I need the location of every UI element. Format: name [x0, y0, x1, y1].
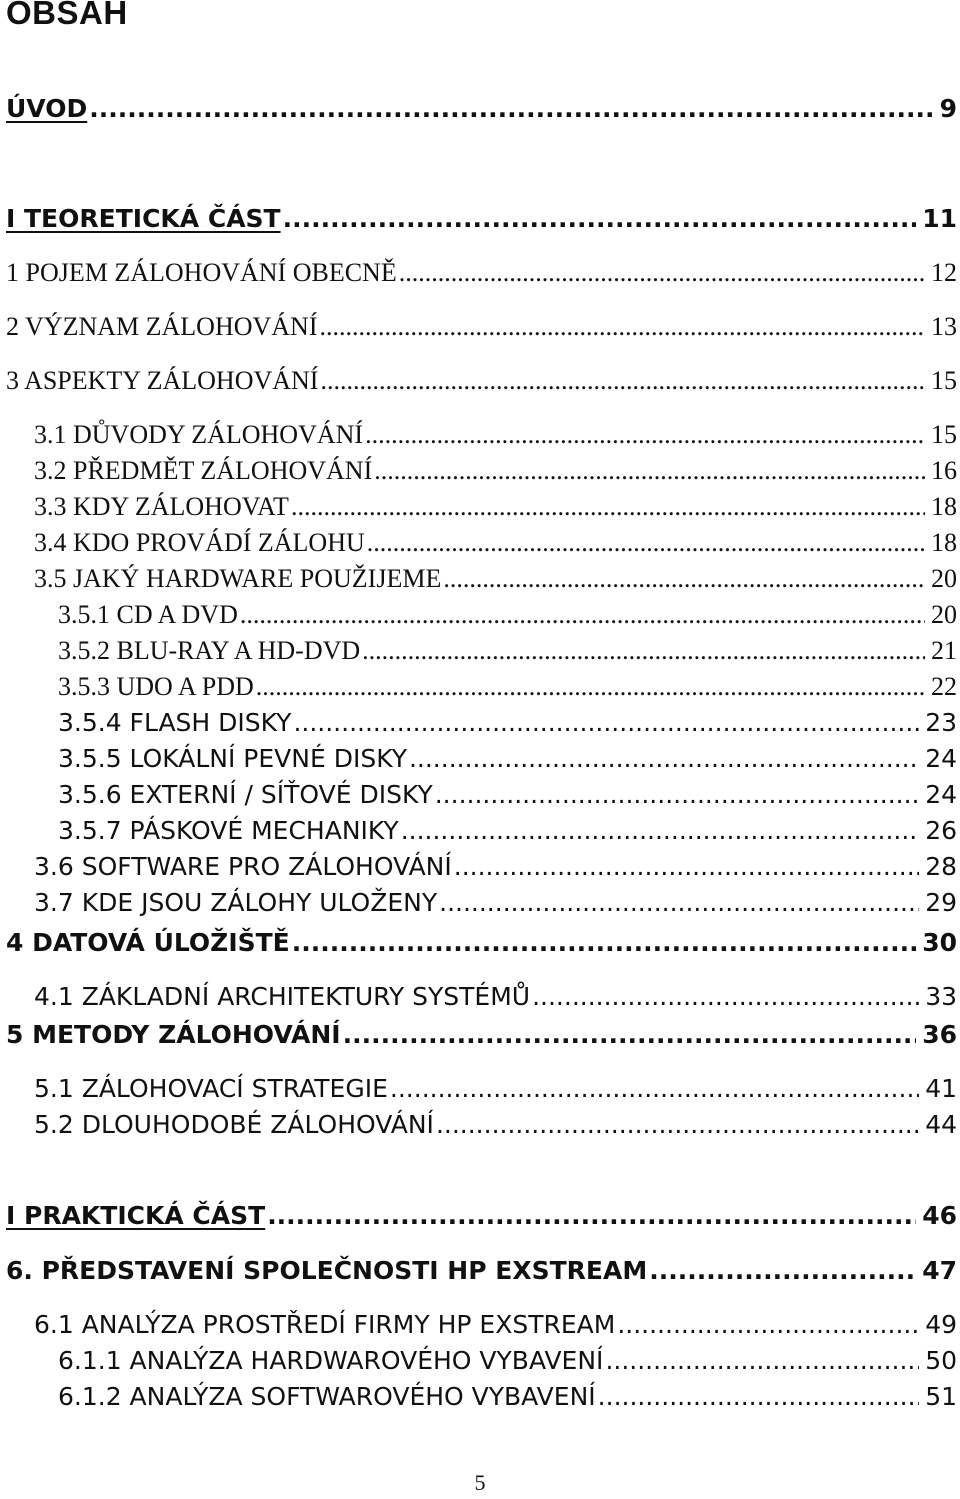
toc-leader-dots	[362, 634, 925, 668]
toc-entry-page: 15	[931, 420, 957, 449]
toc-entry-title: 3.5.2 BLU-RAY A HD-DVD	[58, 636, 361, 665]
toc-entry[interactable]	[34, 526, 957, 560]
toc-entry[interactable]	[34, 1108, 957, 1142]
toc-entry-title: ÚVOD	[6, 94, 88, 123]
toc-entry[interactable]	[58, 778, 957, 812]
toc-entry-page: 20	[931, 564, 957, 593]
toc-leader-dots	[320, 364, 925, 398]
toc-entry[interactable]	[58, 634, 957, 668]
toc-entry-page: 13	[931, 312, 957, 341]
toc-entry-page: 16	[931, 456, 957, 485]
toc-entry[interactable]	[58, 742, 957, 776]
toc-entry[interactable]	[58, 598, 957, 632]
toc-entry[interactable]	[58, 670, 957, 704]
toc-entry[interactable]	[34, 1308, 957, 1342]
toc-entry-page: 15	[931, 366, 957, 395]
toc-entry-title: 3.5.7 PÁSKOVÉ MECHANIKY	[58, 816, 399, 845]
toc-leader-dots	[343, 1018, 917, 1052]
toc-entry[interactable]	[6, 1018, 957, 1052]
toc-entry[interactable]	[34, 1072, 957, 1106]
toc-entry-page: 22	[931, 672, 957, 701]
toc-entry-title: 3.5.1 CD A DVD	[58, 600, 238, 629]
toc-entry[interactable]	[34, 980, 957, 1014]
toc-leader-dots	[454, 850, 919, 884]
toc-leader-dots	[292, 926, 916, 960]
toc-entry-page: 50	[925, 1346, 957, 1375]
toc-entry-title: 3.1 DŮVODY ZÁLOHOVÁNÍ	[34, 420, 364, 449]
toc-leader-dots	[617, 1308, 919, 1342]
toc-entry-title: 1 POJEM ZÁLOHOVÁNÍ OBECNĚ	[6, 258, 397, 287]
toc-entry-title: I PRAKTICKÁ ČÁST	[6, 1201, 266, 1230]
toc-leader-dots	[89, 92, 933, 126]
toc-entry[interactable]	[6, 364, 957, 398]
toc-entry-page: 28	[925, 852, 957, 881]
toc-leader-dots	[374, 454, 925, 488]
toc-leader-dots	[256, 670, 925, 704]
toc-entry-page: 20	[931, 600, 957, 629]
toc-entry-title: 4.1 ZÁKLADNÍ ARCHITEKTURY SYSTÉMŮ	[34, 982, 531, 1011]
toc-leader-dots	[439, 886, 919, 920]
toc-entry-page: 9	[939, 94, 957, 123]
toc-entry[interactable]	[34, 562, 957, 596]
toc-entry-title: 3.5 JAKÝ HARDWARE POUŽIJEME	[34, 564, 442, 593]
toc-entry-page: 21	[931, 636, 957, 665]
toc-entry[interactable]	[6, 202, 957, 236]
toc-entry[interactable]	[6, 310, 957, 344]
toc-entry-page: 49	[925, 1310, 957, 1339]
toc-leader-dots	[409, 742, 919, 776]
toc-entry[interactable]	[6, 1254, 957, 1288]
toc-entry-title: 3.7 KDE JSOU ZÁLOHY ULOŽENY	[34, 888, 438, 917]
toc-entry-title: 6.1.1 ANALÝZA HARDWAROVÉHO VYBAVENÍ	[58, 1346, 604, 1375]
toc-entry-title: 6.1 ANALÝZA PROSTŘEDÍ FIRMY HP EXSTREAM	[34, 1310, 616, 1339]
toc-entry[interactable]	[6, 92, 957, 126]
toc-entry-page: 12	[931, 258, 957, 287]
toc-entry-title: 3.5.5 LOKÁLNÍ PEVNÉ DISKY	[58, 744, 407, 773]
toc-entry-page: 18	[931, 492, 957, 521]
toc-entry[interactable]	[34, 490, 957, 524]
toc-entry-page: 47	[922, 1256, 957, 1285]
toc-entry-title: 4 DATOVÁ ÚLOŽIŠTĚ	[6, 928, 290, 957]
toc-entry-page: 41	[925, 1074, 957, 1103]
toc-leader-dots	[399, 256, 925, 290]
toc-entry-title: 3.4 KDO PROVÁDÍ ZÁLOHU	[34, 528, 365, 557]
toc-leader-dots	[605, 1344, 919, 1378]
toc-entry-title: 5.1 ZÁLOHOVACÍ STRATEGIE	[34, 1074, 388, 1103]
toc-entry[interactable]	[6, 1199, 957, 1233]
toc-leader-dots	[283, 202, 917, 236]
toc-leader-dots	[240, 598, 925, 632]
toc-entry-title: 3 ASPEKTY ZÁLOHOVÁNÍ	[6, 366, 319, 395]
toc-entry-title: 3.3 KDY ZÁLOHOVAT	[34, 492, 289, 521]
toc-entry-title: 3.6 SOFTWARE PRO ZÁLOHOVÁNÍ	[34, 852, 452, 881]
toc-entry[interactable]	[58, 706, 957, 740]
toc-entry-page: 24	[925, 744, 957, 773]
toc-entry[interactable]	[58, 1380, 957, 1414]
toc-entry-page: 46	[922, 1201, 957, 1230]
toc-entry-page: 29	[925, 888, 957, 917]
toc-entry-page: 11	[922, 204, 957, 233]
toc-entry-title: I TEORETICKÁ ČÁST	[6, 204, 281, 233]
toc-leader-dots	[365, 418, 925, 452]
page-number: 5	[474, 1470, 486, 1495]
toc-leader-dots	[293, 706, 919, 740]
toc-leader-dots	[532, 980, 919, 1014]
toc-entry-title: 5 METODY ZÁLOHOVÁNÍ	[6, 1020, 341, 1049]
toc-leader-dots	[291, 490, 925, 524]
toc-entry-page: 51	[925, 1382, 957, 1411]
toc-entry-title: 2 VÝZNAM ZÁLOHOVÁNÍ	[6, 312, 318, 341]
toc-entry-page: 23	[925, 708, 957, 737]
toc-entry-page: 44	[925, 1110, 957, 1139]
toc-entry-page: 24	[925, 780, 957, 809]
toc-leader-dots	[443, 562, 925, 596]
toc-entry[interactable]	[34, 886, 957, 920]
toc-leader-dots	[401, 814, 920, 848]
toc-entry[interactable]	[34, 418, 957, 452]
toc-leader-dots	[649, 1254, 916, 1288]
toc-entry-page: 26	[925, 816, 957, 845]
toc-leader-dots	[598, 1380, 920, 1414]
toc-entry-title: 6. PŘEDSTAVENÍ SPOLEČNOSTI HP EXSTREAM	[6, 1256, 648, 1285]
toc-entry-page: 33	[925, 982, 957, 1011]
toc-leader-dots	[320, 310, 926, 344]
toc-entry-title: 6.1.2 ANALÝZA SOFTWAROVÉHO VYBAVENÍ	[58, 1382, 596, 1411]
toc-leader-dots	[435, 778, 919, 812]
toc-entry[interactable]	[58, 814, 957, 848]
toc-entry[interactable]	[34, 454, 957, 488]
toc-entry-title: 5.2 DLOUHODOBÉ ZÁLOHOVÁNÍ	[34, 1110, 434, 1139]
page-title: OBSAH	[6, 0, 128, 31]
toc-entry[interactable]	[6, 256, 957, 290]
toc-leader-dots	[390, 1072, 919, 1106]
toc-entry[interactable]	[34, 850, 957, 884]
toc-leader-dots	[436, 1108, 919, 1142]
toc-entry-page: 36	[922, 1020, 957, 1049]
toc-entry-page: 30	[922, 928, 957, 957]
toc-entry-page: 18	[931, 528, 957, 557]
toc-entry-title: 3.5.3 UDO A PDD	[58, 672, 254, 701]
toc-leader-dots	[367, 526, 925, 560]
toc-entry[interactable]	[58, 1344, 957, 1378]
toc-entry-title: 3.2 PŘEDMĚT ZÁLOHOVÁNÍ	[34, 456, 373, 485]
toc-leader-dots	[267, 1199, 916, 1233]
toc-entry-title: 3.5.6 EXTERNÍ / SÍŤOVÉ DISKY	[58, 780, 433, 809]
toc-entry[interactable]	[6, 926, 957, 960]
toc-entry-title: 3.5.4 FLASH DISKY	[58, 708, 292, 737]
